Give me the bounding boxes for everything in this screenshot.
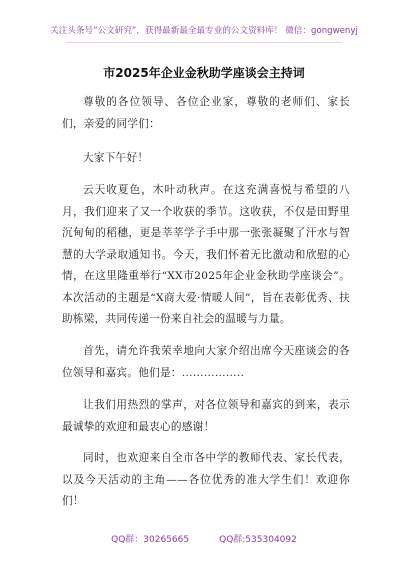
- paragraph-closing: 同时，也欢迎来自全市各中学的教师代表、家长代表，以及今天活动的主角——各位优秀的准大学生们！欢迎你们！: [62, 452, 350, 507]
- header-divider: [66, 42, 342, 43]
- footer-qq-group-2: QQ群:535304092: [219, 535, 297, 545]
- paragraph-greeting: 大家下午好！: [83, 152, 149, 164]
- document-title: 市2025年企业金秋助学座谈会主持词: [103, 66, 305, 80]
- footer: [0, 532, 408, 545]
- footer-qq-group-1: QQ群：30265665: [111, 535, 190, 545]
- header-note: 关注头条号“公文研究”，获得最新最全最专业的公文资料库！ 微信：gongwenyj: [50, 26, 358, 36]
- paragraph-opening: 云天收夏色，木叶动秋声。在这充满喜悦与希望的八月，我们迎来了又一个收获的季节。这收获，不仅是田野里沉甸甸的稻穗，更是莘莘学子手中那一张张凝聚了汗水与智慧的大学录取通知书。今天，我们怀着无比激动和欣慰的心情，在这里隆重举行“XX市2025年企业金秋助学座谈会”。本次活动的主题是“X商大爱·情暖人间”，旨在表彰优秀、扶助栋梁，共同传递一份来自社会的温暖与力量。: [62, 184, 350, 325]
- paragraph-introduction: 首先，请允许我荣幸地向大家介绍出席今天座谈会的各位领导和嘉宾。他们是：.................: [62, 345, 350, 379]
- paragraph-welcome: 让我们用热烈的掌声，对各位领导和嘉宾的到来，表示最诚挚的欢迎和最衷心的感谢！: [62, 399, 350, 433]
- paragraph-salutation: 尊敬的各位领导、各位企业家，尊敬的老师们、家长们，亲爱的同学们：: [62, 96, 350, 130]
